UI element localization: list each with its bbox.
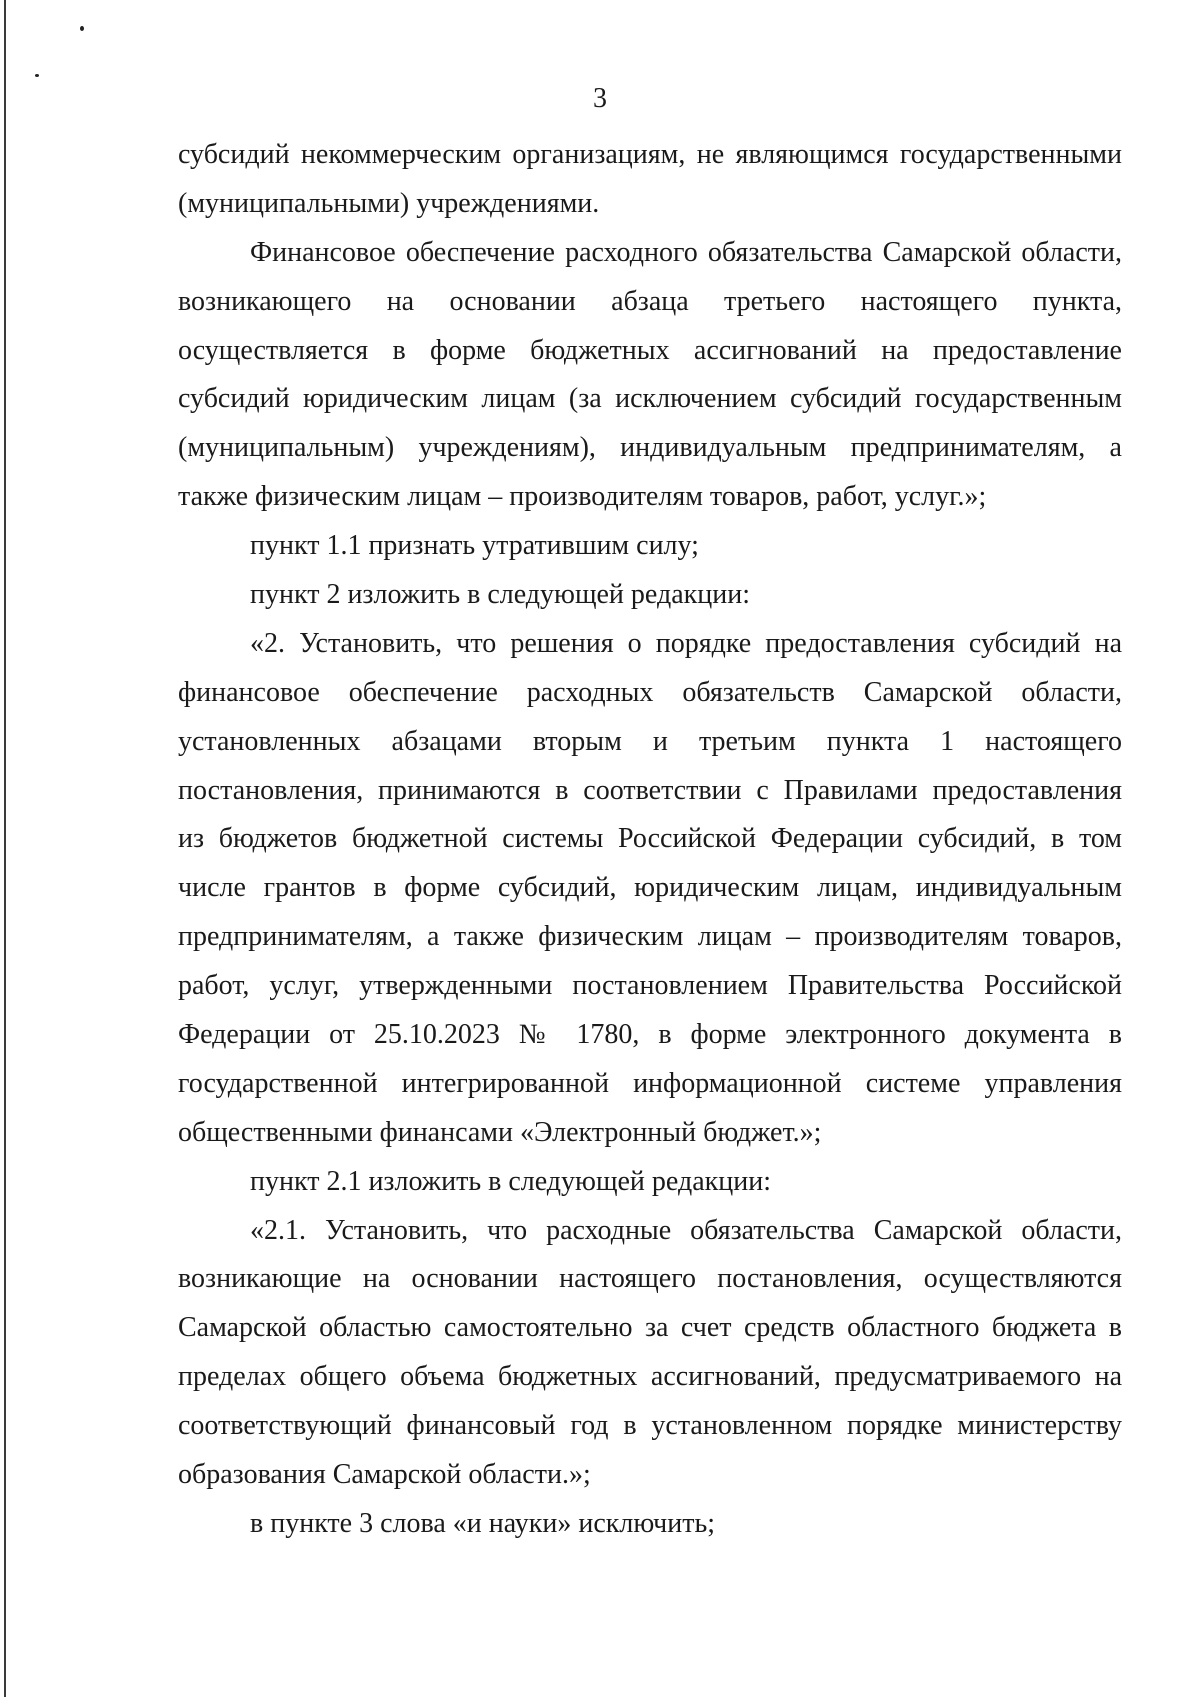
text-line: предпринимателям, а также физическим лицам – производителям товаров,	[178, 921, 1122, 953]
scan-speck	[80, 26, 84, 31]
text-line: субсидий некоммерческим организациям, не являющимся государственными	[178, 139, 1122, 170]
text-line: пункт 2 изложить в следующей редакции:	[250, 579, 750, 611]
text-line: пределах общего объема бюджетных ассигнований, предусматриваемого на	[178, 1361, 1122, 1393]
document-body	[178, 131, 1122, 1549]
text-line: финансовое обеспечение расходных обязательств Самарской области,	[178, 676, 1122, 708]
text-line: Финансовое обеспечение расходного обязательства Самарской области,	[250, 236, 1122, 268]
text-line: также физическим лицам – производителям товаров, работ, услуг.»;	[178, 481, 987, 513]
text-line: общественными финансами «Электронный бюджет.»;	[178, 1116, 822, 1148]
text-line: государственной интегрированной информационной системе управления	[178, 1067, 1122, 1099]
text-line: соответствующий финансовый год в установленном порядке министерству	[178, 1410, 1122, 1442]
text-line: установленных абзацами вторым и третьим пункта 1 настоящего	[178, 725, 1122, 757]
text-line: образования Самарской области.»;	[178, 1459, 591, 1491]
text-line: Самарской областью самостоятельно за счет средств областного бюджета в	[178, 1312, 1122, 1344]
text-line: работ, услуг, утвержденными постановлением Правительства Российской	[178, 970, 1122, 1002]
text-line: осуществляется в форме бюджетных ассигнований на предоставление	[178, 334, 1122, 366]
text-line: «2.1. Установить, что расходные обязательства Самарской области,	[250, 1214, 1122, 1246]
text-line: пункт 1.1 признать утратившим силу;	[250, 530, 699, 562]
text-line: (муниципальными) учреждениями.	[178, 187, 600, 219]
text-line: из бюджетов бюджетной системы Российской Федерации субсидий, в том	[178, 823, 1122, 855]
text-line: постановления, принимаются в соответствии с Правилами предоставления	[178, 774, 1122, 806]
text-line: числе грантов в форме субсидий, юридическим лицам, индивидуальным	[178, 872, 1122, 904]
text-line: пункт 2.1 изложить в следующей редакции:	[250, 1165, 771, 1197]
text-line: Федерации от 25.10.2023 № 1780, в форме электронного документа в	[178, 1019, 1122, 1051]
page-number: 3	[593, 83, 607, 114]
text-line: (муниципальным) учреждениям), индивидуальным предпринимателям, а	[178, 432, 1122, 464]
text-line: возникающие на основании настоящего постановления, осуществляются	[178, 1263, 1122, 1295]
scan-speck	[35, 74, 39, 77]
text-line: «2. Установить, что решения о порядке предоставления субсидий на	[250, 627, 1122, 659]
text-line: субсидий юридическим лицам (за исключением субсидий государственным	[178, 383, 1122, 415]
text-line: в пункте 3 слова «и науки» исключить;	[250, 1507, 716, 1539]
text-line: возникающего на основании абзаца третьего настоящего пункта,	[178, 285, 1122, 317]
scan-edge	[4, 0, 6, 1697]
